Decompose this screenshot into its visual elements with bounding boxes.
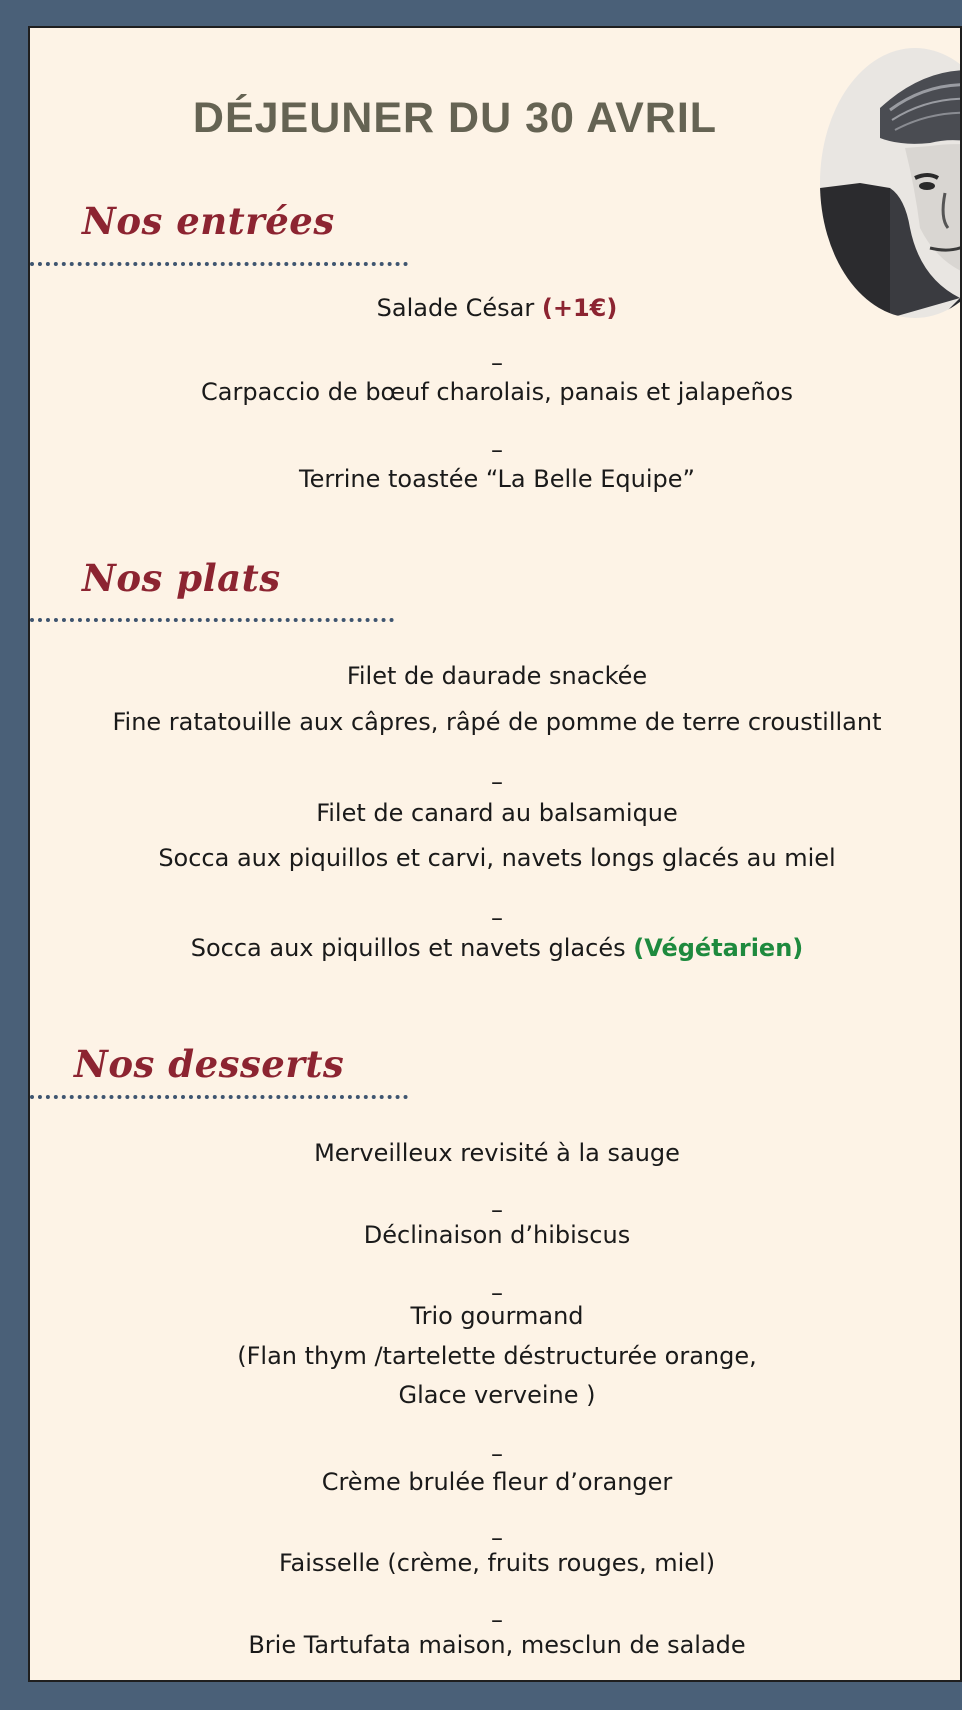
separator-dash: – xyxy=(491,1440,503,1468)
menu-item: Faisselle (crème, fruits rouges, miel) xyxy=(278,1549,716,1577)
menu-item-description: Fine ratatouille aux câpres, râpé de pomme de terre croustillant xyxy=(112,708,882,736)
section-title-plats: Nos plats xyxy=(82,556,281,600)
menu-item: Brie Tartufata maison, mesclun de salade xyxy=(248,1631,746,1659)
menu-item: Filet de canard au balsamique xyxy=(316,799,678,827)
menu-item-description: Glace verveine ) xyxy=(398,1381,596,1409)
menu-item: Filet de daurade snackée xyxy=(346,662,648,690)
section-title-entrees: Nos entrées xyxy=(82,199,335,243)
menu-title: DÉJEUNER DU 30 AVRIL xyxy=(192,94,718,142)
dotted-divider xyxy=(30,262,408,266)
separator-dash: – xyxy=(491,1279,503,1307)
menu-item: Trio gourmand xyxy=(410,1302,584,1330)
separator-dash: – xyxy=(491,436,503,464)
menu-item-description: Socca aux piquillos et carvi, navets longs glacés au miel xyxy=(158,844,836,872)
separator-dash: – xyxy=(491,349,503,377)
separator-dash: – xyxy=(491,1196,503,1224)
menu-item: Terrine toastée “La Belle Equipe” xyxy=(299,465,695,493)
separator-dash: – xyxy=(491,768,503,796)
item-name: Socca aux piquillos et navets glacés xyxy=(190,934,626,962)
menu-item xyxy=(30,934,962,962)
menu-item-description: (Flan thym /tartelette déstructurée orange, xyxy=(237,1342,757,1370)
menu-item: Crème brulée fleur d’oranger xyxy=(321,1468,673,1496)
menu-card xyxy=(28,26,962,1682)
menu-item: Carpaccio de bœuf charolais, panais et jalapeños xyxy=(201,378,793,406)
separator-dash: – xyxy=(491,904,503,932)
vegetarian-note: (Végétarien) xyxy=(633,934,804,962)
separator-dash: – xyxy=(491,1524,503,1552)
dotted-divider xyxy=(30,618,394,622)
item-name: Salade César xyxy=(376,294,535,322)
separator-dash: – xyxy=(491,1606,503,1634)
section-title-desserts: Nos desserts xyxy=(74,1042,345,1086)
price-note: (+1€) xyxy=(541,294,618,322)
menu-item: Merveilleux revisité à la sauge xyxy=(314,1139,680,1167)
menu-item xyxy=(30,294,962,322)
portrait-illustration xyxy=(820,48,962,318)
menu-item: Déclinaison d’hibiscus xyxy=(363,1221,631,1249)
dotted-divider xyxy=(30,1095,408,1099)
